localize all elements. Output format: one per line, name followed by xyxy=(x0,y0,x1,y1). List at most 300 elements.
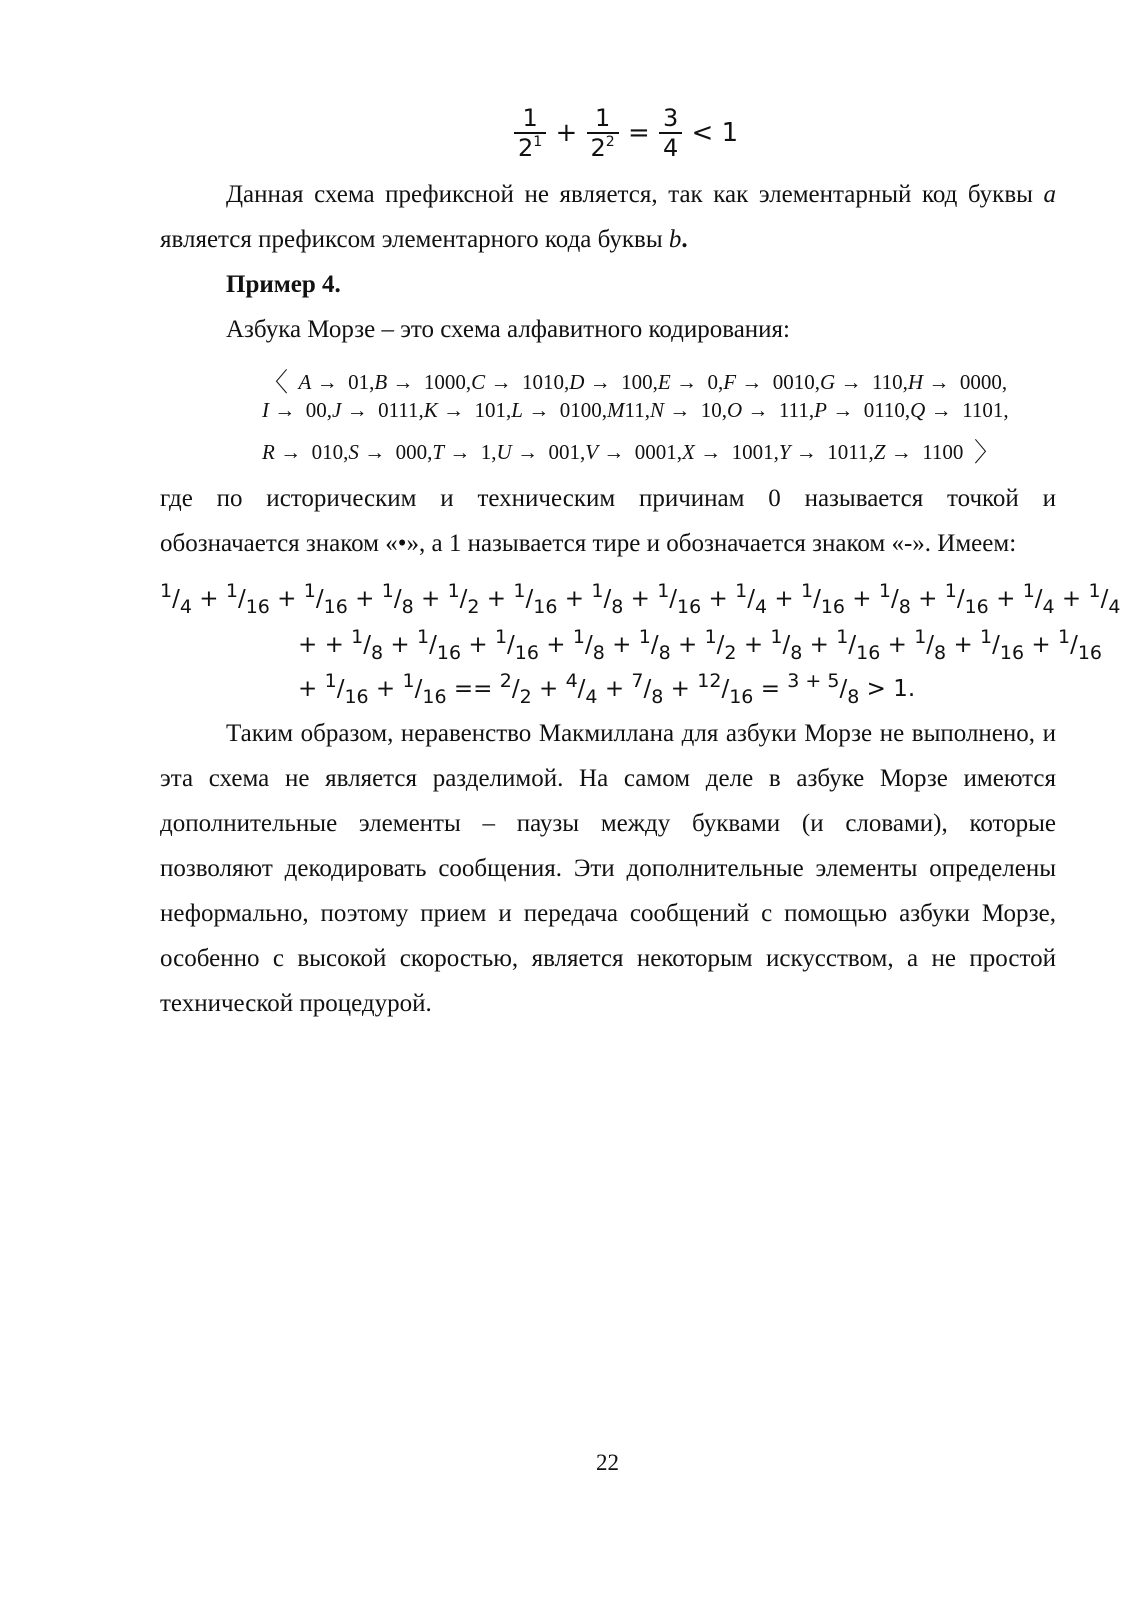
arrow-icon: → xyxy=(885,440,917,464)
greater-than: > 1. xyxy=(859,676,916,702)
denominator: 16 xyxy=(323,596,348,618)
morse-letter: D xyxy=(569,370,585,394)
text: Таким образом, неравенство Макмиллана для азбуки Морзе не выполнено, и xyxy=(226,720,1056,747)
fraction xyxy=(514,104,546,162)
plus-sign: + xyxy=(988,586,1023,612)
fraction-term xyxy=(944,580,989,618)
morse-pair xyxy=(262,440,348,464)
paragraph-dot-dash xyxy=(160,476,1056,521)
denominator: 16 xyxy=(436,642,462,664)
fraction-term xyxy=(787,670,860,708)
variable-b: b xyxy=(668,226,682,253)
arrow-icon: → xyxy=(387,370,419,394)
text: эта схема не является разделимой. На самом деле в азбуке Морзе имеются xyxy=(160,765,1056,792)
base: 2 xyxy=(590,134,606,162)
fraction-term xyxy=(591,580,624,618)
fraction-term xyxy=(914,626,947,664)
arrow-icon: → xyxy=(826,398,859,422)
arrow-icon: → xyxy=(584,370,616,394)
numerator: 1 xyxy=(494,626,508,648)
base: 2 xyxy=(518,134,534,162)
morse-code: 0001, xyxy=(629,440,683,464)
morse-letter: K xyxy=(423,398,438,422)
plus-sign: + xyxy=(802,632,837,658)
morse-letter: F xyxy=(723,370,737,394)
morse-code: 1010, xyxy=(516,370,570,394)
arrow-icon: → xyxy=(923,370,955,394)
paragraph-conclusion-1 xyxy=(160,711,1056,756)
paragraph-dot-dash-cont xyxy=(160,521,1056,566)
morse-letter: J xyxy=(332,398,342,422)
denominator: 2 xyxy=(724,642,737,664)
slash: / xyxy=(459,586,468,612)
morse-letter: O xyxy=(726,398,743,422)
fraction-term xyxy=(513,580,558,618)
numerator: 1 xyxy=(770,626,783,648)
numerator: 1 xyxy=(594,104,611,132)
numerator: 1 xyxy=(417,626,430,648)
fraction xyxy=(587,104,619,162)
slash: / xyxy=(1100,586,1109,612)
paragraph-conclusion-4 xyxy=(160,846,1056,891)
fraction-term xyxy=(770,626,803,664)
morse-letter: Z xyxy=(873,440,886,464)
arrow-icon: → xyxy=(485,370,517,394)
fraction-term xyxy=(980,626,1025,664)
numerator: 1 xyxy=(914,626,927,648)
denominator: 16 xyxy=(999,642,1025,664)
plus-sign: + xyxy=(845,586,879,612)
morse-pair xyxy=(779,440,874,464)
numerator: 1 xyxy=(704,626,717,648)
numerator: 1 xyxy=(836,626,849,648)
fraction-term xyxy=(447,580,480,618)
text: особенно с высокой скоростью, является некоторым искусством, а не простой xyxy=(160,945,1056,972)
morse-letter: A xyxy=(298,370,312,394)
denominator: 8 xyxy=(790,642,803,664)
morse-code: 00, xyxy=(300,398,332,422)
denominator: 8 xyxy=(651,686,664,708)
arrow-icon: → xyxy=(274,440,307,464)
morse-code: 1, xyxy=(475,440,497,464)
less-than: < 1 xyxy=(691,118,739,148)
text: Азбука Морзе – это схема алфавитного кодирования: xyxy=(226,316,790,343)
morse-pair xyxy=(432,440,496,464)
paragraph-conclusion-7 xyxy=(160,981,1056,1026)
equals-sign: = xyxy=(627,118,650,148)
plus-sign: + xyxy=(368,676,403,702)
text: обозначается знаком «•», а 1 называется тире и обозначается знаком «-». Имеем: xyxy=(160,530,1017,557)
plus-sign: + xyxy=(383,632,418,658)
slash: / xyxy=(848,632,857,658)
numerator: 1 xyxy=(944,580,957,602)
denominator: 8 xyxy=(592,642,605,664)
morse-code: 111, xyxy=(773,398,815,422)
morse-pair xyxy=(332,398,424,422)
exponent: 2 xyxy=(605,134,615,150)
slash: / xyxy=(747,586,755,612)
morse-pair xyxy=(910,398,1008,422)
plus-sign: + xyxy=(767,586,801,612)
arrow-icon: → xyxy=(925,398,957,422)
morse-letter: B xyxy=(374,370,388,394)
morse-pair xyxy=(569,370,658,394)
arrow-icon: → xyxy=(444,440,476,464)
slash: / xyxy=(650,632,659,658)
plus-sign: + + xyxy=(298,632,352,658)
fraction-term xyxy=(499,670,532,708)
denominator: 8 xyxy=(401,596,414,618)
slash: / xyxy=(1070,632,1078,658)
plus-sign: + xyxy=(191,586,226,612)
exponent: 1 xyxy=(533,134,543,150)
numerator: 1 xyxy=(447,580,460,602)
denominator: 16 xyxy=(245,596,270,618)
morse-pair xyxy=(727,398,814,422)
morse-pair xyxy=(814,398,910,422)
morse-letter: H xyxy=(907,370,924,394)
text: неформально, поэтому прием и передача сообщений с помощью азбуки Морзе, xyxy=(160,900,1056,927)
fraction-term xyxy=(1022,580,1055,618)
close-angle-bracket: 〉 xyxy=(973,438,1000,468)
fraction-term xyxy=(351,626,384,664)
numerator: 1 xyxy=(878,580,891,602)
morse-letter: T xyxy=(432,440,445,464)
denominator: 16 xyxy=(514,642,539,664)
plus-sign: + xyxy=(880,632,915,658)
arrow-icon: → xyxy=(311,370,343,394)
numerator: 1 xyxy=(591,580,604,602)
fraction-term xyxy=(494,626,539,664)
fraction-term xyxy=(1088,580,1121,618)
arrow-icon: → xyxy=(736,370,768,394)
slash: / xyxy=(721,676,730,702)
morse-code: 1011, xyxy=(822,440,874,464)
slash: / xyxy=(393,586,402,612)
sum-line-3 xyxy=(298,670,915,708)
morse-code: 100, xyxy=(615,370,658,394)
variable-a: a xyxy=(1043,181,1056,208)
morse-pair xyxy=(650,398,727,422)
morse-letter: S xyxy=(348,440,359,464)
equals-sign: = xyxy=(753,676,788,702)
morse-pair xyxy=(723,370,820,394)
plus-sign: + xyxy=(663,676,698,702)
morse-code: 10, xyxy=(695,398,727,422)
morse-letter: P xyxy=(814,398,827,422)
morse-pair xyxy=(374,370,471,394)
numerator: 2 xyxy=(499,670,512,692)
morse-letter: G xyxy=(820,370,836,394)
slash: / xyxy=(363,632,372,658)
morse-pair xyxy=(658,370,723,394)
slash: / xyxy=(525,586,534,612)
numerator: 1 xyxy=(513,580,526,602)
morse-code: 101, xyxy=(469,398,512,422)
fraction-term xyxy=(417,626,462,664)
plus-sign: + xyxy=(597,676,632,702)
open-angle-bracket: 〈 xyxy=(262,368,289,398)
arrow-icon: → xyxy=(790,440,823,464)
fraction-term xyxy=(402,670,447,708)
morse-pair xyxy=(348,440,432,464)
numerator: 1 xyxy=(522,104,538,132)
arrow-icon: → xyxy=(269,398,301,422)
denominator xyxy=(514,132,546,162)
numerator: 1 xyxy=(160,580,173,602)
morse-letter: N xyxy=(649,398,664,422)
denominator: 2 xyxy=(467,596,480,618)
numerator: 1 xyxy=(572,626,585,648)
fraction-term xyxy=(1057,626,1103,664)
arrow-icon: → xyxy=(663,398,696,422)
morse-letter: E xyxy=(657,370,671,394)
paragraph-prefix-note xyxy=(160,172,1056,217)
arrow-icon: → xyxy=(598,440,630,464)
denominator xyxy=(587,132,619,162)
paragraph-conclusion-3 xyxy=(160,801,1056,846)
morse-pair xyxy=(682,440,779,464)
fraction-term xyxy=(160,580,192,618)
numerator: 1 xyxy=(1022,580,1035,602)
arrow-icon: → xyxy=(522,398,555,422)
numerator: 1 xyxy=(381,580,394,602)
numerator: 7 xyxy=(631,670,644,692)
morse-pair xyxy=(299,370,375,394)
fraction-term xyxy=(225,580,270,618)
fraction-term xyxy=(697,670,754,708)
paragraph-conclusion-6 xyxy=(160,936,1056,981)
plus-sign: + xyxy=(555,118,578,148)
slash: / xyxy=(926,632,935,658)
arrow-icon: → xyxy=(742,398,774,422)
morse-letter: M xyxy=(606,398,625,422)
fraction-term xyxy=(565,670,598,708)
morse-code: 0111, xyxy=(372,398,424,422)
morse-pair xyxy=(424,398,512,422)
denominator: 16 xyxy=(1077,642,1103,664)
numerator: 1 xyxy=(800,580,814,602)
fraction-term xyxy=(572,626,605,664)
slash: / xyxy=(782,632,791,658)
slash: / xyxy=(577,676,586,702)
morse-code: 0110, xyxy=(858,398,911,422)
arrow-icon: → xyxy=(694,440,727,464)
slash: / xyxy=(172,586,180,612)
morse-letter: Y xyxy=(778,440,791,464)
plus-sign: + xyxy=(604,632,639,658)
denominator: 16 xyxy=(729,686,754,708)
morse-code: 1100 xyxy=(916,440,964,464)
morse-pair xyxy=(585,440,682,464)
plus-sign: + xyxy=(413,586,448,612)
morse-pair xyxy=(820,370,908,394)
denominator: 16 xyxy=(677,596,702,618)
morse-letter: X xyxy=(682,440,695,464)
denominator: 4 xyxy=(179,596,192,618)
page-number: 22 xyxy=(596,1450,619,1475)
numerator: 4 xyxy=(565,670,578,692)
fraction-term xyxy=(836,626,881,664)
denominator: 8 xyxy=(898,596,911,618)
numerator: 1 xyxy=(303,580,316,602)
formula-top xyxy=(514,104,741,162)
morse-code: 11, xyxy=(624,398,650,422)
denominator: 16 xyxy=(856,642,881,664)
denominator: 16 xyxy=(422,686,447,708)
slash: / xyxy=(813,586,821,612)
arrow-icon: → xyxy=(341,398,373,422)
morse-pair xyxy=(511,398,607,422)
morse-pair xyxy=(607,398,650,422)
plus-sign: + xyxy=(269,586,304,612)
arrow-icon: → xyxy=(835,370,867,394)
slash: / xyxy=(643,676,652,702)
morse-intro xyxy=(226,307,1122,352)
fraction-term xyxy=(800,580,845,618)
fraction-term xyxy=(631,670,664,708)
arrow-icon: → xyxy=(437,398,470,422)
arrow-icon: → xyxy=(511,440,544,464)
arrow-icon: → xyxy=(358,440,391,464)
morse-letter: V xyxy=(585,440,599,464)
denominator: 8 xyxy=(371,642,384,664)
denominator: 8 xyxy=(611,596,624,618)
morse-code: 1000, xyxy=(418,370,472,394)
denominator: 4 xyxy=(659,132,682,162)
numerator: 3 xyxy=(663,104,679,132)
fraction-term xyxy=(657,580,702,618)
plus-sign: + xyxy=(557,586,592,612)
plus-sign: + xyxy=(736,632,771,658)
numerator: 1 xyxy=(324,670,337,692)
fraction xyxy=(659,104,682,162)
numerator: 3 + 5 xyxy=(787,670,840,692)
plus-sign: + xyxy=(623,586,658,612)
numerator: 1 xyxy=(402,670,415,692)
morse-pair xyxy=(471,370,569,394)
text: является префиксом элементарного кода буквы xyxy=(160,226,669,253)
period: . xyxy=(681,226,688,253)
denominator: 8 xyxy=(847,686,860,708)
morse-code: 0100, xyxy=(554,398,607,422)
morse-letter: L xyxy=(511,398,523,422)
morse-letter: C xyxy=(471,370,486,394)
slash: / xyxy=(716,632,725,658)
plus-sign: + xyxy=(701,586,736,612)
text: позволяют декодировать сообщения. Эти дополнительные элементы определены xyxy=(160,855,1056,882)
denominator: 16 xyxy=(533,596,558,618)
paragraph-prefix-note-cont xyxy=(160,217,1056,262)
fraction-term xyxy=(638,626,671,664)
morse-pair xyxy=(262,398,332,422)
morse-line-1 xyxy=(262,362,1007,399)
plus-sign: + xyxy=(461,632,495,658)
fraction-term xyxy=(704,626,737,664)
arrow-icon: → xyxy=(670,370,703,394)
numerator: 1 xyxy=(980,626,993,648)
fraction-term xyxy=(878,580,911,618)
morse-code: 000, xyxy=(390,440,433,464)
morse-pair xyxy=(874,440,964,464)
slash: / xyxy=(891,586,899,612)
plus-sign: + xyxy=(910,586,945,612)
slash: / xyxy=(429,632,437,658)
paragraph-conclusion-2 xyxy=(160,756,1056,801)
morse-letter: Q xyxy=(910,398,926,422)
plus-sign: + xyxy=(531,676,566,702)
slash: / xyxy=(1034,586,1043,612)
morse-letter: U xyxy=(496,440,512,464)
denominator: 8 xyxy=(658,642,671,664)
morse-line-3 xyxy=(262,432,1000,469)
morse-letter: R xyxy=(262,440,275,464)
morse-code: 1001, xyxy=(726,440,779,464)
slash: / xyxy=(511,676,520,702)
denominator: 4 xyxy=(585,686,598,708)
fraction-term xyxy=(381,580,414,618)
morse-letter: I xyxy=(262,398,269,422)
slash: / xyxy=(414,676,423,702)
example-heading xyxy=(226,262,1122,307)
fraction-term xyxy=(735,580,768,618)
plus-sign: + xyxy=(1024,632,1058,658)
denominator: 8 xyxy=(934,642,947,664)
plus-sign: + xyxy=(347,586,382,612)
numerator: 12 xyxy=(697,670,722,692)
numerator: 1 xyxy=(735,580,748,602)
slash: / xyxy=(992,632,1000,658)
plus-sign: + xyxy=(538,632,573,658)
slash: / xyxy=(669,586,678,612)
numerator: 1 xyxy=(657,580,670,602)
numerator: 1 xyxy=(351,626,364,648)
morse-code: 0010, xyxy=(767,370,821,394)
text: где по историческим и техническим причинам 0 называется точкой и xyxy=(160,485,1056,512)
numerator: 1 xyxy=(638,626,651,648)
morse-pair xyxy=(497,440,586,464)
denominator: 4 xyxy=(1108,596,1121,618)
paragraph-conclusion-5 xyxy=(160,891,1056,936)
slash: / xyxy=(956,586,965,612)
denominator: 16 xyxy=(820,596,845,618)
slash: / xyxy=(603,586,612,612)
denominator: 4 xyxy=(1042,596,1055,618)
fraction-term xyxy=(324,670,369,708)
morse-code: 1101, xyxy=(956,398,1009,422)
numerator: 1 xyxy=(1057,626,1071,648)
slash: / xyxy=(839,676,848,702)
numerator: 1 xyxy=(1088,580,1101,602)
text: технической процедурой. xyxy=(160,990,432,1017)
sum-line-2 xyxy=(298,626,1102,664)
numerator: 1 xyxy=(225,580,238,602)
denominator: 16 xyxy=(964,596,989,618)
plus-sign: + xyxy=(479,586,514,612)
slash: / xyxy=(237,586,246,612)
morse-code: 0, xyxy=(702,370,724,394)
sum-line-1 xyxy=(160,580,1120,618)
equals-sign: == xyxy=(446,676,500,702)
heading-text: Пример 4. xyxy=(226,271,341,298)
morse-code: 001, xyxy=(543,440,586,464)
text: Данная схема префиксной не является, так как элементарный код буквы xyxy=(226,181,1044,208)
slash: / xyxy=(584,632,593,658)
morse-code: 010, xyxy=(306,440,349,464)
slash: / xyxy=(507,632,515,658)
denominator: 4 xyxy=(754,596,768,618)
morse-pair xyxy=(908,370,1007,394)
